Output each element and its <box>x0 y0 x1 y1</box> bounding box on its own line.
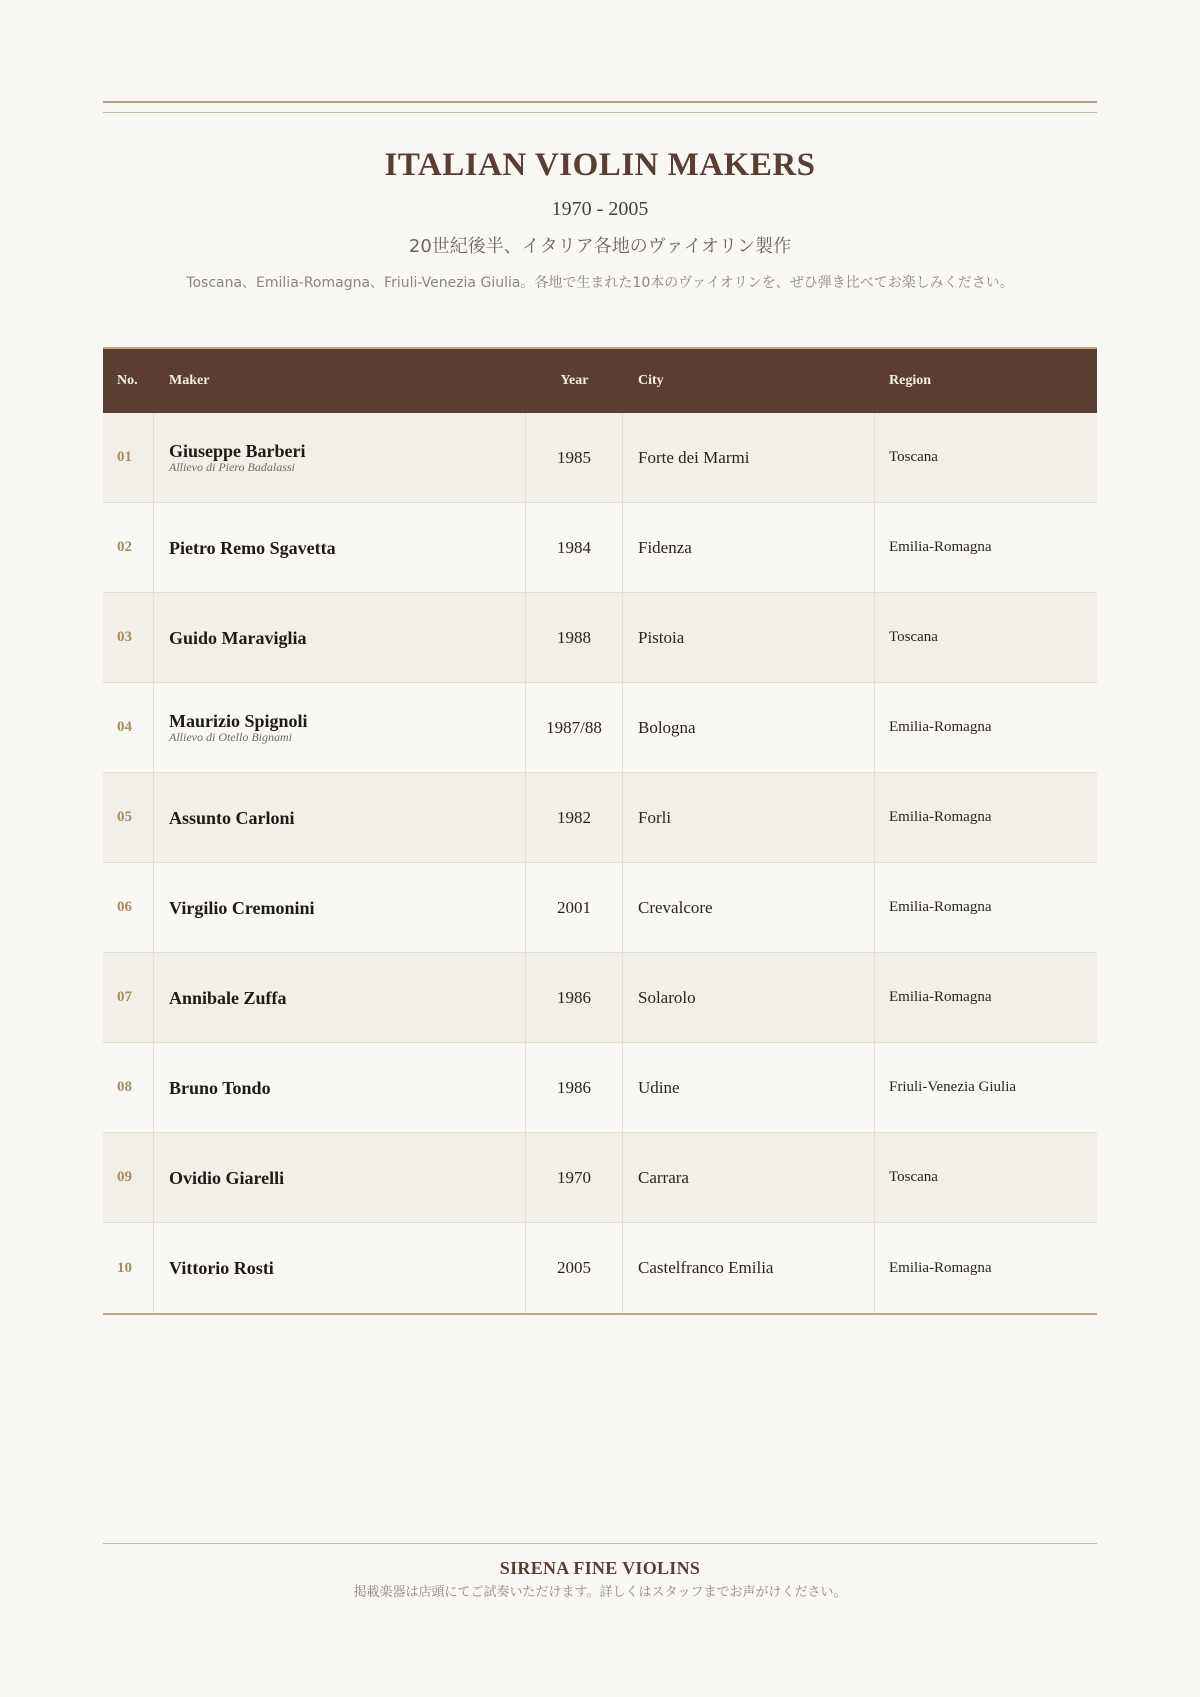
maker-name: Pietro Remo Sgavetta <box>169 537 336 558</box>
maker-cell <box>154 863 526 952</box>
table-body <box>103 413 1097 1313</box>
table-row <box>103 773 1097 863</box>
page-header <box>103 140 1097 293</box>
city-cell: Carrara <box>623 1133 875 1222</box>
maker-name: Annibale Zuffa <box>169 987 287 1008</box>
footer-brand: SIRENA FINE VIOLINS <box>499 1558 701 1578</box>
column-header-no: No. <box>117 373 138 388</box>
maker-cell <box>154 593 526 682</box>
maker-name: Ovidio Giarelli <box>169 1167 285 1188</box>
footer-note: 掲載楽器は店頭にてご試奏いただけます。詳しくはスタッフまでお声がけください。 <box>353 1585 847 1600</box>
table-row <box>103 413 1097 503</box>
city-cell: Castelfranco Emilia <box>623 1223 875 1313</box>
row-number: 05 <box>103 773 154 862</box>
year-cell: 1986 <box>526 953 623 1042</box>
violin-makers-table <box>103 347 1097 1315</box>
maker-apprentice-note: Allievo di Piero Badalassi <box>169 460 295 474</box>
column-header-maker: Maker <box>169 373 210 388</box>
year-cell: 1985 <box>526 413 623 502</box>
row-number: 10 <box>103 1223 154 1313</box>
city-cell: Fidenza <box>623 503 875 592</box>
maker-cell <box>154 503 526 592</box>
year-cell: 1970 <box>526 1133 623 1222</box>
maker-name: Assunto Carloni <box>169 807 295 828</box>
region-cell: Emilia-Romagna <box>889 989 992 1005</box>
year-cell: 1984 <box>526 503 623 592</box>
page-title: ITALIAN VIOLIN MAKERS <box>384 147 816 183</box>
year-cell: 1988 <box>526 593 623 682</box>
region-cell: Emilia-Romagna <box>889 539 992 555</box>
year-cell: 1987/88 <box>526 683 623 772</box>
row-number: 01 <box>103 413 154 502</box>
column-header-region: Region <box>889 373 931 388</box>
city-cell: Bologna <box>623 683 875 772</box>
year-cell: 1986 <box>526 1043 623 1132</box>
year-cell: 2005 <box>526 1223 623 1313</box>
row-number: 09 <box>103 1133 154 1222</box>
top-double-rule-upper <box>103 101 1097 103</box>
table-row <box>103 1223 1097 1313</box>
description: Toscana、Emilia-Romagna、Friuli-Venezia Giulia。各地で生まれた10本のヴァイオリンを、ぜひ弾き比べてお楽しみください。 <box>186 275 1014 291</box>
maker-name: Maurizio Spignoli <box>169 711 308 731</box>
region-cell: Toscana <box>889 629 938 645</box>
page-footer <box>103 1556 1097 1602</box>
maker-apprentice-note: Allievo di Otello Bignami <box>169 730 292 744</box>
region-cell: Toscana <box>889 1169 938 1185</box>
maker-cell <box>154 1043 526 1132</box>
region-cell: Emilia-Romagna <box>889 809 992 825</box>
row-number: 06 <box>103 863 154 952</box>
row-number: 07 <box>103 953 154 1042</box>
maker-cell <box>154 413 526 502</box>
column-header-year: Year <box>560 373 589 388</box>
city-cell: Udine <box>623 1043 875 1132</box>
region-cell: Friuli-Venezia Giulia <box>889 1079 1017 1095</box>
row-number: 04 <box>103 683 154 772</box>
top-double-rule-lower <box>103 112 1097 113</box>
maker-name: Bruno Tondo <box>169 1077 271 1098</box>
maker-cell <box>154 953 526 1042</box>
region-cell: Toscana <box>889 449 938 465</box>
table-row <box>103 1043 1097 1133</box>
maker-cell <box>154 1223 526 1313</box>
year-range: 1970 - 2005 <box>551 198 649 220</box>
region-cell: Emilia-Romagna <box>889 899 992 915</box>
table-row <box>103 593 1097 683</box>
maker-cell <box>154 1133 526 1222</box>
maker-name: Giuseppe Barberi <box>169 441 306 461</box>
year-cell: 2001 <box>526 863 623 952</box>
column-header-city: City <box>638 373 664 388</box>
row-number: 08 <box>103 1043 154 1132</box>
year-cell: 1982 <box>526 773 623 862</box>
row-number: 02 <box>103 503 154 592</box>
city-cell: Forte dei Marmi <box>623 413 875 502</box>
maker-name: Virgilio Cremonini <box>169 897 315 918</box>
city-cell: Solarolo <box>623 953 875 1042</box>
table-row <box>103 1133 1097 1223</box>
region-cell: Emilia-Romagna <box>889 1259 992 1276</box>
table-row <box>103 863 1097 953</box>
table-header <box>103 347 1097 413</box>
city-cell: Forli <box>623 773 875 862</box>
city-cell: Pistoia <box>623 593 875 682</box>
maker-name: Guido Maraviglia <box>169 627 307 648</box>
region-cell: Emilia-Romagna <box>889 719 992 735</box>
table-row <box>103 953 1097 1043</box>
subtitle-japanese: 20世紀後半、イタリア各地のヴァイオリン製作 <box>408 236 792 257</box>
maker-cell <box>154 683 526 772</box>
city-cell: Crevalcore <box>623 863 875 952</box>
footer-rule <box>103 1543 1097 1544</box>
row-number: 03 <box>103 593 154 682</box>
table-row <box>103 683 1097 773</box>
maker-cell <box>154 773 526 862</box>
table-row <box>103 503 1097 593</box>
maker-name: Vittorio Rosti <box>169 1258 274 1278</box>
